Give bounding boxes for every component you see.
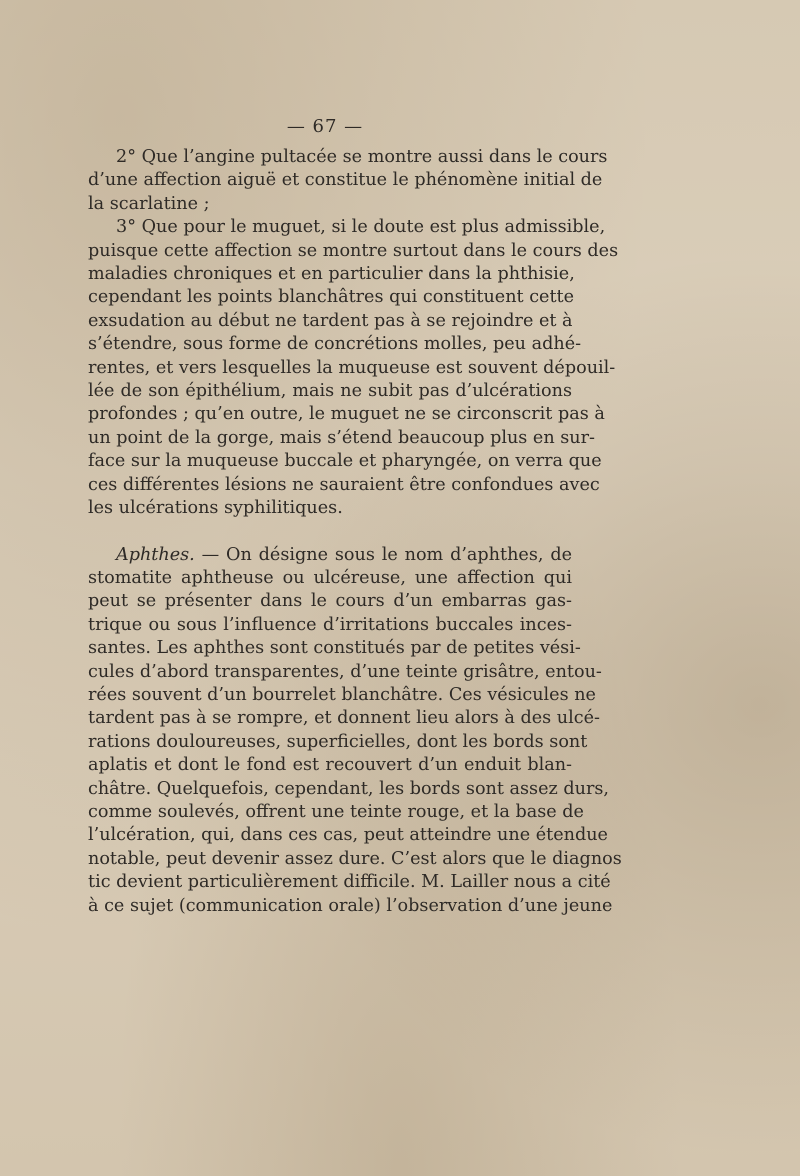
text-line: puisque cette affection se montre surtout dans le cours des — [88, 240, 619, 261]
text-line: santes. Les aphthes sont constitués par de petites vési- — [88, 638, 581, 659]
section-heading-aphthes: Aphthes. — [116, 544, 195, 565]
text-line: cules d’abord transparentes, d’une teinte grisâtre, entou- — [88, 661, 602, 682]
text-line: peut se présenter dans le cours d’un embarras gas- — [88, 591, 572, 612]
text-line: cependant les points blanchâtres qui constituent cette — [88, 287, 575, 308]
paragraph-1 — [88, 146, 608, 216]
text-line: rées souvent d’un bourrelet blanchâtre. Ces vésicules ne — [88, 684, 596, 705]
text-line: ces différentes lésions ne sauraient être confondues avec — [88, 474, 600, 495]
text-line: stomatite aphtheuse ou ulcéreuse, une affection qui — [88, 567, 572, 588]
text-line: exsudation au début ne tardent pas à se rejoindre et à — [88, 310, 573, 331]
text-line: 3° Que pour le muguet, si le doute est plus admissible, — [116, 217, 606, 238]
text-line: la scarlatine ; — [88, 193, 210, 214]
text-line: aplatis et dont le fond est recouvert d’un enduit blan- — [88, 755, 572, 776]
page-number: — 67 — — [286, 116, 364, 137]
text-line: maladies chroniques et en particulier dans la phthisie, — [88, 264, 575, 285]
text-line: rations douloureuses, superficielles, dont les bords sont — [88, 731, 588, 752]
paragraph-3 — [88, 544, 622, 919]
text-line: s’étendre, sous forme de concrétions molles, peu adhé- — [88, 334, 582, 355]
text-line: lée de son épithélium, mais ne subit pas d’ulcérations — [88, 381, 572, 402]
text-line: à ce sujet (communication orale) l’observation d’une jeune — [88, 895, 613, 916]
text-fragment: — On désigne sous le nom d’aphthes, de — [194, 544, 572, 565]
text-line: l’ulcération, qui, dans ces cas, peut atteindre une étendue — [88, 825, 608, 846]
text-line: profondes ; qu’en outre, le muguet ne se circonscrit pas à — [88, 404, 605, 425]
text-line: trique ou sous l’influence d’irritations buccales inces- — [88, 614, 572, 635]
text-line: face sur la muqueuse buccale et pharyngée, on verra que — [88, 451, 602, 472]
text-line: d’une affection aiguë et constitue le phénomène initial de — [88, 170, 603, 191]
text-line: comme soulevés, offrent une teinte rouge, et la base de — [88, 801, 584, 822]
text-line: tic devient particulièrement difficile. M. Lailler nous a cité — [88, 872, 611, 893]
body-text — [88, 146, 622, 918]
paragraph-2 — [88, 216, 619, 520]
text-line: notable, peut devenir assez dure. C’est alors que le diagnos — [88, 848, 622, 869]
text-line: rentes, et vers lesquelles la muqueuse est souvent dépouil- — [88, 357, 616, 378]
text-line: 2° Que l’angine pultacée se montre aussi dans le cours — [116, 147, 608, 167]
text-line: un point de la gorge, mais s’étend beaucoup plus en sur- — [88, 427, 595, 448]
text-line — [88, 544, 572, 567]
text-line: les ulcérations syphilitiques. — [88, 498, 343, 519]
text-line: châtre. Quelquefois, cependant, les bords sont assez durs, — [88, 778, 609, 799]
text-line: tardent pas à se rompre, et donnent lieu alors à des ulcé- — [88, 708, 600, 729]
